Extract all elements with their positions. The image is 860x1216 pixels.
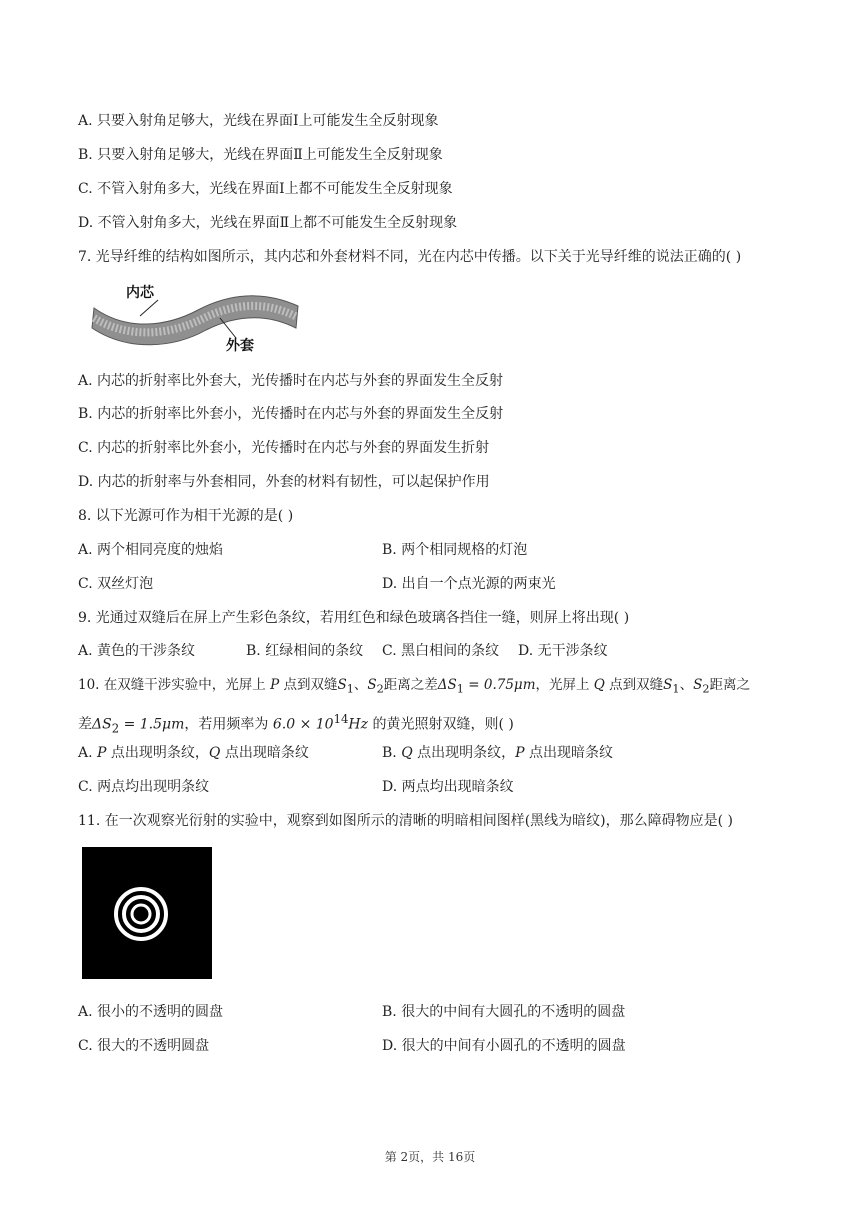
q6-option-a: A. 只要入射角足够大，光线在界面Ⅰ上可能发生全反射现象 (78, 113, 439, 129)
q11-stem: 11. 在一次观察光衍射的实验中，观察到如图所示的清晰的明暗相间图样(黑线为暗纹)，那么障碍物应是( ) (78, 813, 734, 829)
q11-option-c: C. 很大的不透明圆盘 (78, 1038, 210, 1054)
q11-option-b: B. 很大的中间有大圆孔的不透明的圆盘 (382, 1004, 626, 1020)
q8-stem: 8. 以下光源可作为相干光源的是( ) (78, 508, 294, 524)
q7-option-c: C. 内芯的折射率比外套小，光传播时在内芯与外套的界面发生折射 (78, 440, 490, 456)
inner-bright-ring (132, 905, 150, 923)
q11-option-d: D. 很大的中间有小圆孔的不透明的圆盘 (382, 1038, 626, 1054)
q10-stem-line1: 10. 在双缝干涉实验中，光屏上 P 点到双缝$S_1$、$S_2$距离之差$\Delta S_1 = 0.75\mu m$，光屏上 Q 点到双缝$S_1$、$S_2$距离之 (78, 677, 751, 696)
q10-option-c: C. 两点均出现明条纹 (78, 779, 210, 795)
q10-stem-line2: 差$\Delta S_2 = 1.5\mu m$，若用频率为 $6.0 \times 10^{14}Hz$ 的黄光照射双缝，则( ) (78, 712, 514, 736)
core-pointer (140, 300, 158, 316)
label-core: 内芯 (126, 285, 154, 301)
q10-option-b: B. Q 点出现明条纹，P 点出现暗条纹 (382, 745, 614, 761)
label-cladding: 外套 (226, 338, 254, 354)
q8-option-a: A. 两个相同亮度的烛焰 (78, 542, 224, 558)
q6-option-b: B. 只要入射角足够大，光线在界面Ⅱ上可能发生全反射现象 (78, 147, 443, 163)
optical-fiber-figure (88, 282, 308, 354)
q10-option-a: A. P 点出现明条纹，Q 点出现暗条纹 (78, 745, 309, 761)
q9-stem: 9. 光通过双缝后在屏上产生彩色条纹，若用红色和绿色玻璃各挡住一缝，则屏上将出现( ) (78, 610, 630, 626)
q7-option-b: B. 内芯的折射率比外套小，光传播时在内芯与外套的界面发生全反射 (78, 406, 504, 422)
q7-option-a: A. 内芯的折射率比外套大，光传播时在内芯与外套的界面发生全反射 (78, 373, 504, 389)
q6-option-d: D. 不管入射角多大，光线在界面Ⅱ上都不可能发生全反射现象 (78, 215, 458, 231)
q8-option-d: D. 出自一个点光源的两束光 (382, 576, 556, 592)
diffraction-pattern-figure (82, 847, 212, 979)
q9-option-a: A. 黄色的干涉条纹 (78, 643, 196, 659)
q7-option-d: D. 内芯的折射率与外套相同，外套的材料有韧性，可以起保护作用 (78, 474, 490, 490)
q6-option-c: C. 不管入射角多大，光线在界面Ⅰ上都不可能发生全反射现象 (78, 181, 453, 197)
q9-option-c: C. 黑白相间的条纹 (382, 643, 500, 659)
q11-option-a: A. 很小的不透明的圆盘 (78, 1004, 224, 1020)
q9-option-d: D. 无干涉条纹 (518, 643, 608, 659)
q7-stem: 7. 光导纤维的结构如图所示，其内芯和外套材料不同，光在内芯中传播。以下关于光导纤维的说法正确的( ) (78, 249, 742, 265)
q9-option-b: B. 红绿相间的条纹 (246, 643, 364, 659)
page-footer: 第 2页，共 16页 (384, 1150, 476, 1164)
q10-option-d: D. 两点均出现暗条纹 (382, 779, 514, 795)
middle-bright-ring (124, 897, 158, 931)
q8-option-c: C. 双丝灯泡 (78, 576, 154, 592)
q8-option-b: B. 两个相同规格的灯泡 (382, 542, 528, 558)
